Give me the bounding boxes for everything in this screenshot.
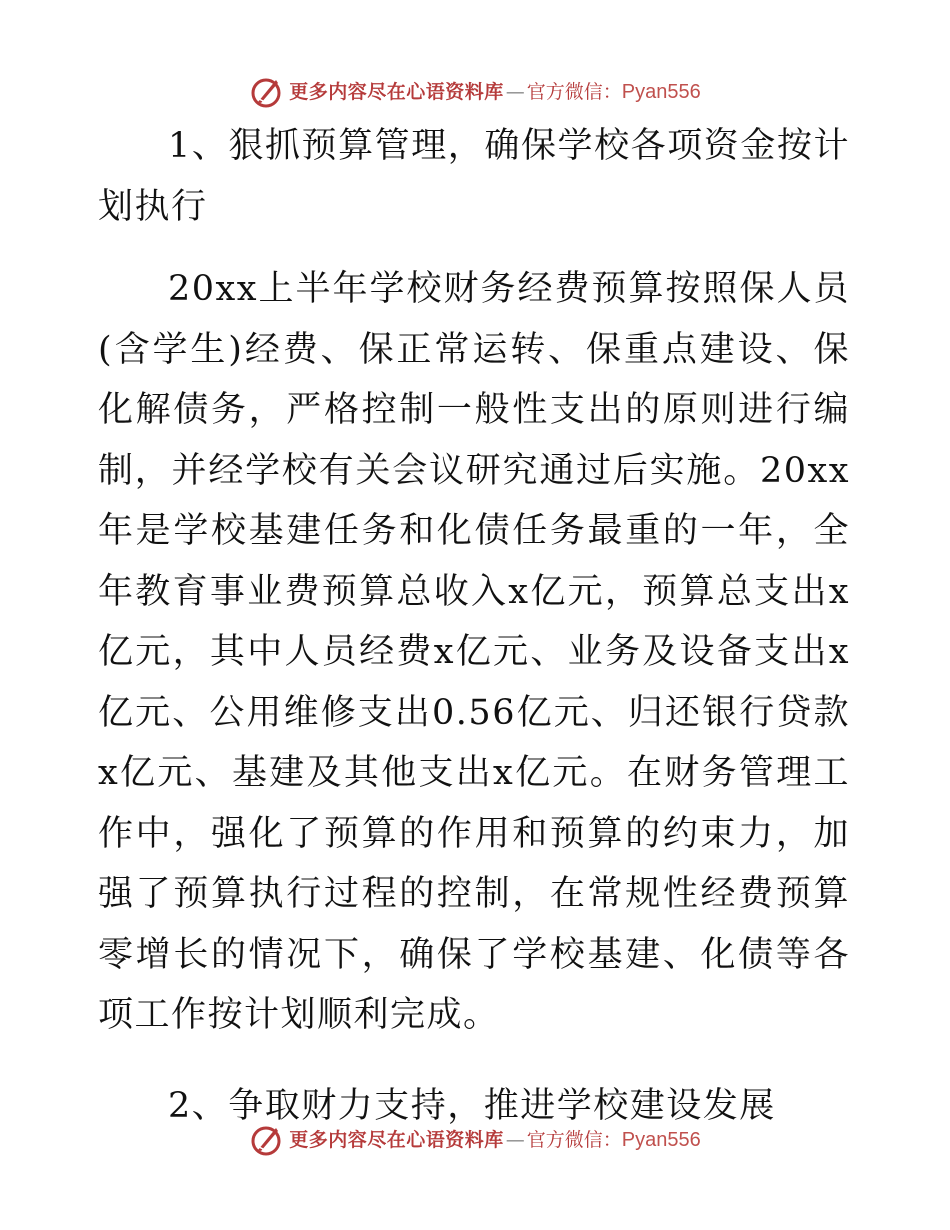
quill-pen-logo-icon (249, 1123, 283, 1157)
watermark-wechat-id: Pyan556 (621, 1129, 701, 1151)
watermark-wechat-id: Pyan556 (621, 81, 701, 103)
document-body (98, 116, 850, 1136)
watermark-label: 官方微信： (526, 81, 622, 103)
watermark-dash: — (505, 81, 525, 103)
body-paragraph: 20xx上半年学校财务经费预算按照保人员(含学生)经费、保正常运转、保重点建设、保化解债务，严格控制一般性支出的原则进行编制，并经学校有关会议研究通过后实施。20xx年是学校基建任务和化债任务最重的一年，全年教育事业费预算总收入x亿元，预算总支出x亿元，其中人员经费x亿元、业务及设备支出x亿元、公用维修支出0.56亿元、归还银行贷款x亿元、基建及其他支出x亿元。在财务管理工作中，强化了预算的作用和预算的约束力，加强了预算执行过程的控制，在常规性经费预算零增长的情况下，确保了学校基建、化债等各项工作按计划顺利完成。 (98, 269, 850, 1035)
header-watermark (0, 72, 950, 112)
watermark-text (289, 1130, 701, 1150)
footer-watermark (0, 1120, 950, 1160)
quill-pen-logo-icon (249, 75, 283, 109)
watermark-brand: 更多内容尽在心语资料库 (289, 81, 504, 103)
watermark-text (289, 82, 701, 102)
section-heading-2: 2、争取财力支持，推进学校建设发展 (168, 1085, 776, 1126)
watermark-label: 官方微信： (526, 1129, 622, 1151)
section-heading-1: 1、狠抓预算管理，确保学校各项资金按计划执行 (98, 126, 850, 227)
watermark-brand: 更多内容尽在心语资料库 (289, 1129, 504, 1151)
watermark-dash: — (505, 1129, 525, 1151)
